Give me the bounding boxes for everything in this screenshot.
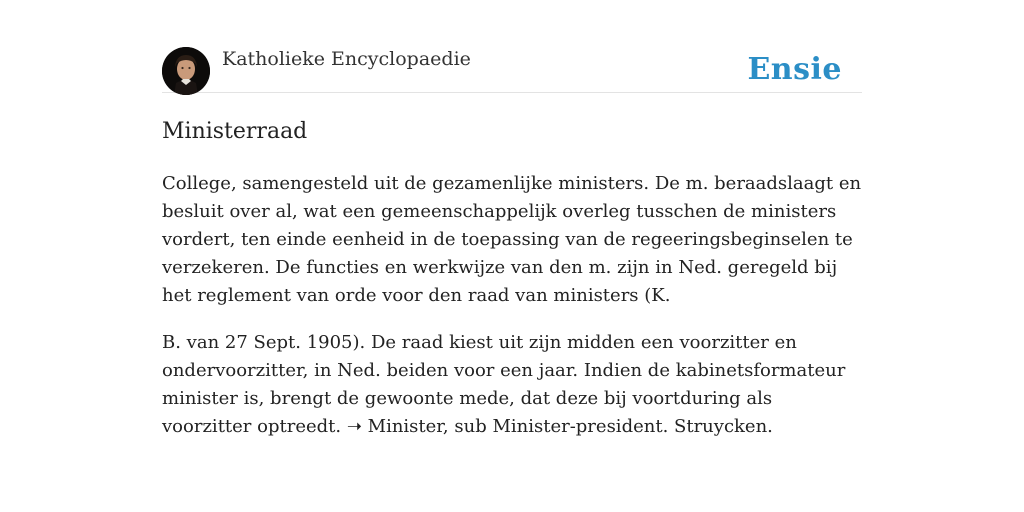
site-header — [162, 44, 862, 93]
brand-logo[interactable]: Ensie — [747, 52, 842, 87]
article-body — [162, 170, 862, 441]
site-title[interactable]: Katholieke Encyclopaedie — [222, 48, 471, 70]
portrait-avatar-icon[interactable] — [162, 47, 210, 95]
page-title: Ministerraad — [162, 119, 308, 144]
page-container — [162, 44, 862, 460]
article-paragraph: B. van 27 Sept. 1905). De raad kiest uit zijn midden een voorzitter en ondervoorzitter, in Ned. beiden voor een jaar. Indien de kabinetsformateur minister is, brengt de gewoonte mede, dat deze bij voortduring als voorzitter optreedt. ➝ Minister, sub Minister-president. Struycken. — [162, 332, 846, 437]
article-paragraph: College, samengesteld uit de gezamenlijke ministers. De m. beraadslaagt en besluit over al, wat een gemeenschappelijk overleg tusschen de ministers vordert, ten einde eenheid in de toepassing van de regeeringsbeginselen te verzekeren. De functies en werkwijze van den m. zijn in Ned. geregeld bij het reglement van orde voor den raad van ministers (K. — [162, 173, 862, 306]
